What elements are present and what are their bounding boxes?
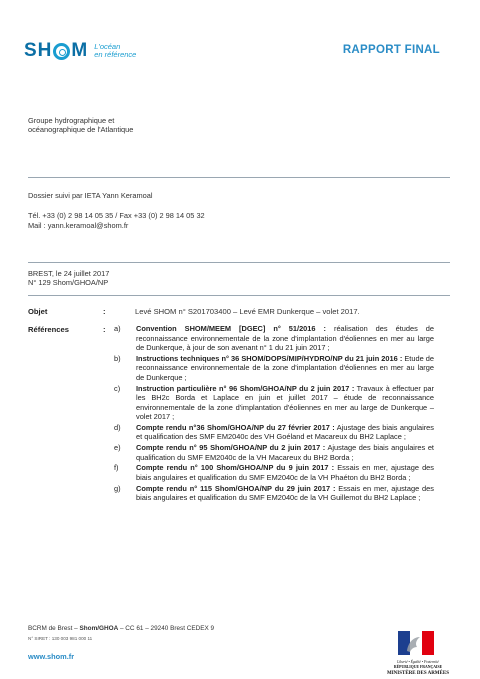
place-date: BREST, le 24 juillet 2017 N° 129 Shom/GHOA/NP: [28, 269, 110, 288]
footer-url-link[interactable]: www.shom.fr: [28, 652, 75, 661]
reference-item: [114, 463, 434, 482]
logo-tagline: L'océan en référence: [94, 41, 137, 59]
reference-title: Compte rendu n° 115 Shom/GHOA/NP du 29 juin 2017 :: [136, 483, 336, 493]
logo-letters-start: SH: [24, 40, 53, 61]
footer-address: BCRM de Brest – Shom/GHOA – CC 61 – 29240 Brest CEDEX 9: [28, 625, 215, 632]
reference-description: Etude de reconnaissance environnementale de la zone d'implantation d'éoliennes en mer au large de Dunkerque ;: [136, 353, 434, 382]
reference-description: Ajustage des biais angulaires et qualification du SMF EM2040c de la VH Macareux du BH2 Borda ;: [136, 443, 434, 462]
reference-description: Ajustage des biais angulaires et qualification des SMF EM2040c des VH Goéland et Macareux du BH2 Laplace ;: [136, 422, 434, 442]
references-colon: :: [103, 325, 106, 334]
reference-title: Convention SHOM/MEEM [DGEC] n° 51/2016 :: [136, 324, 326, 333]
objet-colon: :: [103, 307, 106, 316]
phone-fax: Tél. +33 (0) 2 98 14 05 35 / Fax +33 (0) 2 98 14 05 32: [28, 211, 205, 220]
reference-description: Travaux à effectuer par les BH2c Borda et Laplace en juin et juillet 2017 – étude de reconnaissance environnementale de la zone d'implantation d'éoliennes en mer au large de Dunkerque – volet 2017 ;: [136, 383, 435, 422]
mail-line[interactable]: Mail : yann.keramoal@shom.fr: [28, 221, 129, 230]
ministry-caption: Liberté • Égalité • Fraternité RÉPUBLIQUE FRANÇAISE MINISTÈRE DES ARMÉES: [387, 660, 449, 677]
marianne-emblem-icon: [398, 631, 434, 655]
reference-key: c): [114, 383, 121, 393]
followed-by: Dossier suivi par IETA Yann Keramoal: [28, 191, 153, 200]
reference-item: [114, 443, 434, 462]
reference-text: [136, 384, 434, 422]
reference-text: [136, 463, 434, 482]
logo-wordmark: [24, 40, 88, 62]
logo-o-icon: [53, 43, 70, 60]
reference-text: [136, 354, 434, 383]
report-title: RAPPORT FINAL: [342, 44, 440, 56]
objet-text: Levé SHOM n° S201703400 – Levé EMR Dunkerque – volet 2017.: [135, 307, 360, 316]
shom-logo: [24, 38, 136, 64]
reference-key: e): [114, 443, 121, 453]
reference-key: g): [114, 483, 121, 493]
divider: [28, 177, 450, 178]
reference-title: Compte rendu n°36 Shom/GHOA/NP du 27 février 2017 :: [136, 422, 335, 432]
reference-key: f): [114, 463, 119, 473]
references-label: Références: [28, 325, 69, 334]
references-list: [114, 324, 434, 504]
reference-title: Instructions techniques n° 36 SHOM/DOPS/MIP/HYDRO/NP du 21 juin 2016 :: [136, 353, 403, 363]
organisation-name: Groupe hydrographique et océanographique de l'Atlantique: [28, 116, 134, 135]
reference-text: [136, 324, 434, 353]
reference-text: [136, 443, 434, 462]
reference-item: [114, 354, 434, 383]
reference-description: réalisation des études de reconnaissance environnementale de la zone d'implantation d'éoliennes en mer au large de Dunkerque, à jour de son avenant n° 1 du 21 juin 2017 ;: [136, 324, 435, 352]
reference-text: [136, 484, 434, 503]
reference-description: Essais en mer, ajustage des biais angulaires et qualification du SMF EM2040c de la VH Phaéton du BH2 Borda ;: [136, 463, 434, 482]
reference-item: [114, 423, 434, 442]
reference-description: Essais en mer, ajustage des biais angulaires et qualification du SMF EM2040c de la VH Guillemot du BH2 Laplace ;: [136, 483, 434, 503]
reference-item: [114, 484, 434, 503]
footer-siret: N° SIRET : 130 003 981 000 11: [28, 636, 93, 641]
logo-letters-end: M: [71, 40, 89, 61]
reference-text: [136, 423, 434, 442]
objet-label: Objet: [28, 307, 48, 316]
divider: [28, 262, 450, 263]
reference-key: d): [114, 422, 121, 432]
reference-key: b): [114, 353, 121, 363]
reference-title: Instruction particulière n° 96 Shom/GHOA/NP du 2 juin 2017 :: [136, 383, 355, 393]
reference-item: [114, 384, 434, 422]
reference-key: a): [114, 324, 121, 333]
divider: [28, 295, 450, 296]
reference-item: [114, 324, 434, 353]
reference-title: Compte rendu n° 95 Shom/GHOA/NP du 2 juin 2017 :: [136, 443, 326, 453]
reference-title: Compte rendu n° 100 Shom/GHOA/NP du 9 juin 2017 :: [136, 463, 335, 473]
